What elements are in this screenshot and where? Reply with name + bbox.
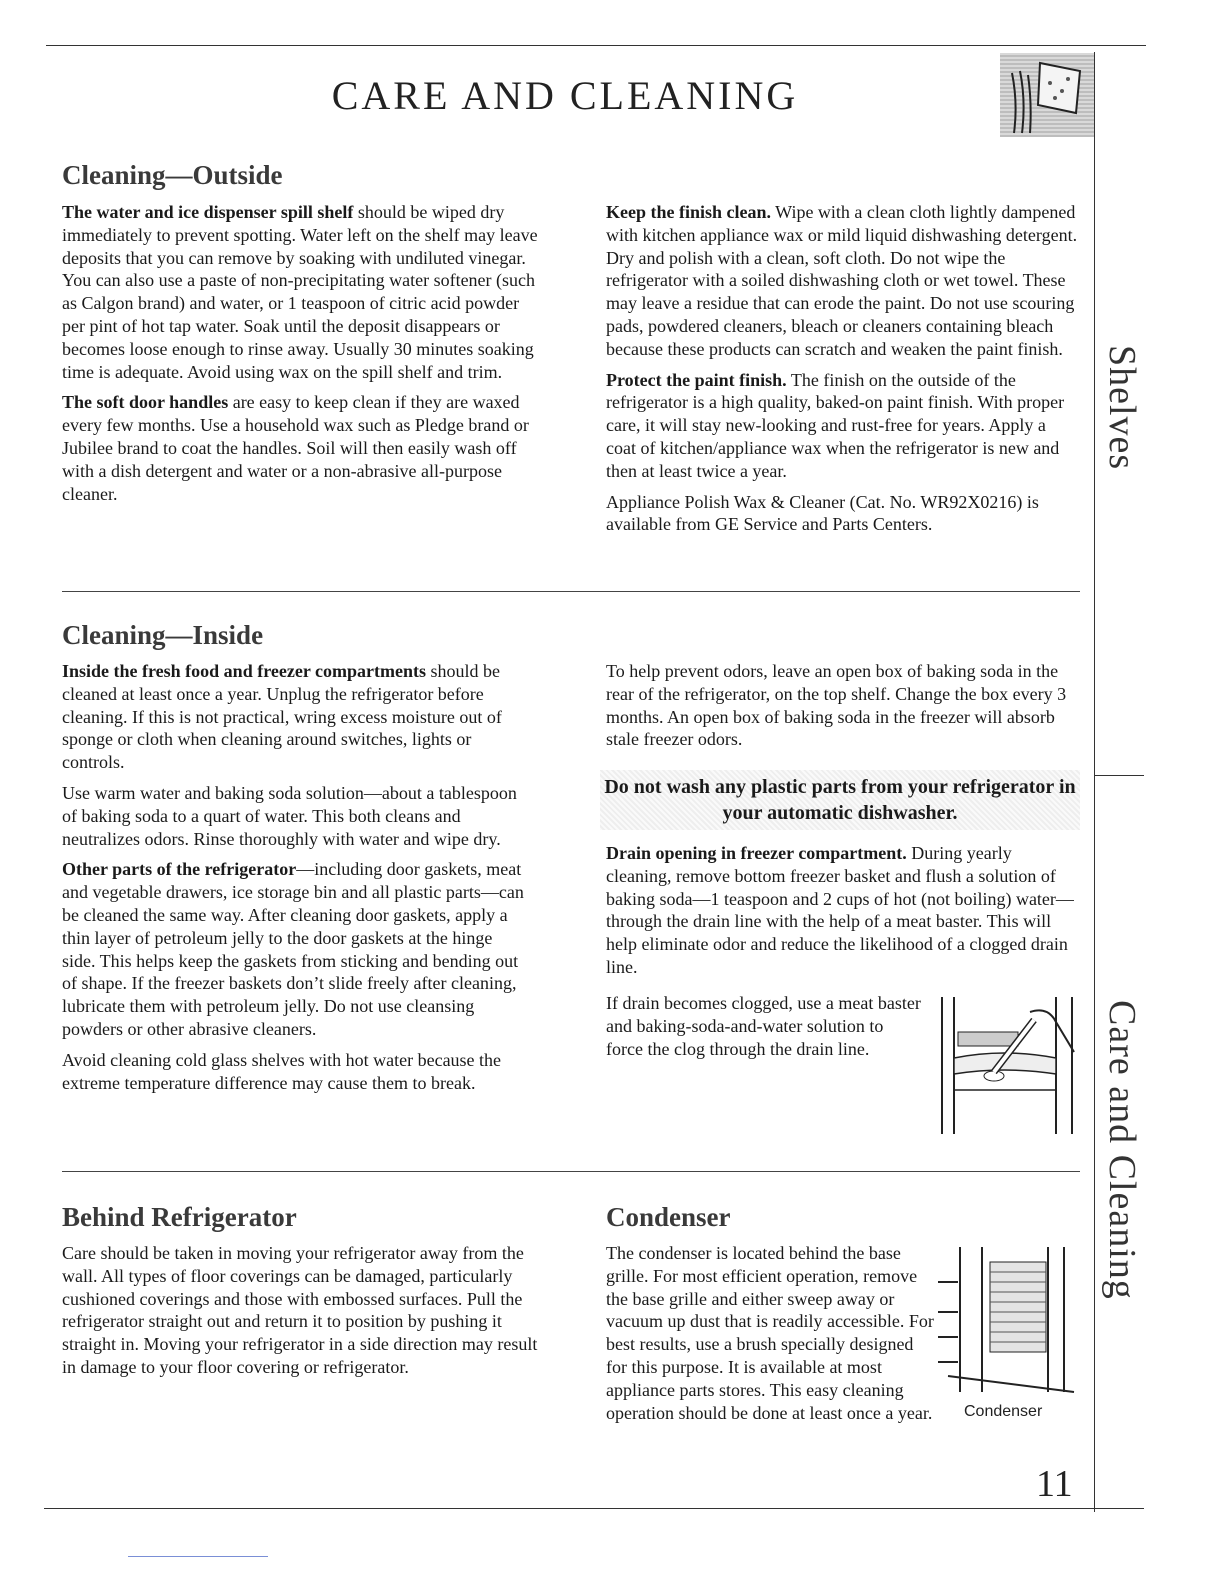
condenser-caption: Condenser xyxy=(964,1403,1043,1420)
drain-column xyxy=(606,842,1078,987)
paint-finish-paragraph xyxy=(606,369,1078,483)
drain-clog-paragraph: If drain becomes clogged, use a meat baster and baking-soda-and-water solution to force the clog through the drain line. xyxy=(606,993,921,1059)
dishwasher-warning-callout: Do not wash any plastic parts from your refrigerator in your automatic dishwasher. xyxy=(600,770,1080,830)
heading-cleaning-outside: Cleaning—Outside xyxy=(62,160,283,190)
compartments-label: Inside the fresh food and freezer compartments xyxy=(62,661,426,681)
inside-left-column xyxy=(62,660,524,1102)
drain-opening-label: Drain opening in freezer compartment. xyxy=(606,843,907,863)
spill-shelf-label: The water and ice dispenser spill shelf xyxy=(62,202,354,222)
bottom-rule xyxy=(44,1508,1144,1509)
finish-clean-text: Wipe with a clean cloth lightly dampened with kitchen appliance wax or mild liquid dishwashing detergent. Dry and polish with a clean, soft cloth. Do not wipe the refrigerator with a soiled dishwashing cloth or wet towel. These may leave a residue that can erode the paint. Do not use scouring pads, powdered cleaners, bleach or cleaners containing bleach because these products can scratch and weaken the paint finish. xyxy=(606,202,1078,359)
door-handles-label: The soft door handles xyxy=(62,392,229,413)
heading-behind-refrigerator: Behind Refrigerator xyxy=(62,1202,297,1232)
condenser-column xyxy=(606,1242,936,1432)
other-parts-paragraph xyxy=(62,858,524,1040)
spill-shelf-text: should be wiped dry immediately to prevent spotting. Water left on the shelf may leave deposits that you can remove by soaking with undiluted vinegar. You can also use a paste of non-precipitating water softener (such as Calgon brand) and water, or 1 teaspoon of citric acid powder per pint of hot tap water. Soak until the deposit disappears or becomes loose enough to rinse away. Usually 30 minutes soaking time is adequate. Avoid using wax on the spill shelf and trim. xyxy=(62,202,538,382)
other-parts-text: —including door gaskets, meat and vegetable drawers, ice storage bin and all plastic parts—can be cleaned the same way. After cleaning door gaskets, apply a thin layer of petroleum jelly to the door gaskets at the hinge side. This helps keep the gaskets from sticking and bending out of shape. If the freezer baskets don’t slide freely after cleaning, lubricate them with petroleum jelly. Do not use cleansing powders or other abrasive cleaners. xyxy=(62,859,524,1039)
behind-paragraph: Care should be taken in moving your refrigerator away from the wall. All types of floor coverings can be damaged, particularly cushioned coverings and those with embossed surfaces. Pull the refrigerator straight out and return it to position by pushing it straight in. Moving your refrigerator in a side direction may result in damage to your floor covering or refrigerator. xyxy=(62,1243,538,1377)
baking-soda-solution-paragraph: Use warm water and baking soda solution—about a tablespoon of baking soda to a quart of water. This both cleans and neutralizes odors. Rinse thoroughly with water and wipe dry. xyxy=(62,782,517,849)
compartments-paragraph xyxy=(62,660,524,774)
heading-cleaning-inside: Cleaning—Inside xyxy=(62,620,264,650)
outside-right-column xyxy=(606,201,1078,544)
condenser-paragraph: The condenser is located behind the base grille. For most efficient operation, remove the base grille and either sweep away or vacuum up dust that is readily accessible. For best results, use a brush specially designed for this purpose. It is available at most appliance parts stores. This easy cleaning operation should be done at least once a year. xyxy=(606,1243,934,1423)
side-tab-care-and-cleaning[interactable]: Care and Cleaning xyxy=(1101,1000,1143,1300)
top-rule xyxy=(46,45,1146,46)
compartments-text: should be cleaned at least once a year. Unplug the refrigerator before cleaning. If this is not practical, wring excess moisture out of sponge or cloth when cleaning around switches, lights or controls. xyxy=(62,661,502,773)
inside-right-column xyxy=(606,660,1078,759)
section-divider-1 xyxy=(62,591,1080,592)
glass-shelves-paragraph: Avoid cleaning cold glass shelves with hot water because the extreme temperature difference may cause them to break. xyxy=(62,1049,502,1093)
meat-baster-icon xyxy=(934,992,1080,1138)
section-divider-2 xyxy=(62,1171,1080,1172)
side-tab-separator xyxy=(1094,775,1144,776)
door-handles-paragraph xyxy=(62,391,540,505)
drain-opening-paragraph xyxy=(606,842,1078,979)
odors-paragraph: To help prevent odors, leave an open box of baking soda in the rear of the refrigerator, on the top shelf. Change the box every 3 months. An open box of baking soda in the freezer will absorb stale freezer odors. xyxy=(606,661,1067,750)
finish-clean-label: Keep the finish clean. xyxy=(606,202,771,222)
side-tab-shelves[interactable]: Shelves xyxy=(1101,345,1143,471)
drain-opening-text: During yearly cleaning, remove bottom freezer basket and flush a solution of baking soda—1 teaspoon and 2 cups of hot (not boiling) water— through the drain line with the help of a meat baster. This will help eliminate odor and reduce the likelihood of a clogged drain line. xyxy=(606,843,1074,977)
hand-cloth-icon xyxy=(1000,53,1094,137)
drain-clog-column xyxy=(606,992,924,1068)
behind-column xyxy=(62,1242,542,1387)
condenser-icon xyxy=(938,1242,1084,1402)
paint-finish-text: The finish on the outside of the refrigerator is a high quality, baked-on paint finish. With proper care, it will stay new-looking and rust-free for years. Apply a coat of kitchen/appliance wax when the refrigerator is new and then at least twice a year. xyxy=(606,369,1065,481)
page-number: 11 xyxy=(1036,1463,1073,1505)
paint-finish-label: Protect the paint finish. xyxy=(606,369,787,390)
heading-condenser: Condenser xyxy=(606,1202,731,1232)
other-parts-label: Other parts of the refrigerator xyxy=(62,859,297,880)
outside-left-column xyxy=(62,201,540,513)
door-handles-text: are easy to keep clean if they are waxed every few months. Use a household wax such as Pledge brand or Jubilee brand to coat the handles. Soil will then easily wash off with a dish detergent and water or a non-abrasive all-purpose cleaner. xyxy=(62,392,529,504)
page-title: CARE AND CLEANING xyxy=(331,73,799,118)
cleaning-cloth-illustration xyxy=(1000,53,1094,137)
footer-link-line xyxy=(128,1556,268,1557)
finish-clean-paragraph xyxy=(606,201,1078,361)
polish-wax-paragraph: Appliance Polish Wax & Cleaner (Cat. No. WR92X0216) is available from GE Service and Parts Centers. xyxy=(606,491,1039,535)
meat-baster-illustration xyxy=(934,992,1080,1138)
spill-shelf-paragraph xyxy=(62,201,540,383)
condenser-illustration xyxy=(938,1242,1084,1402)
